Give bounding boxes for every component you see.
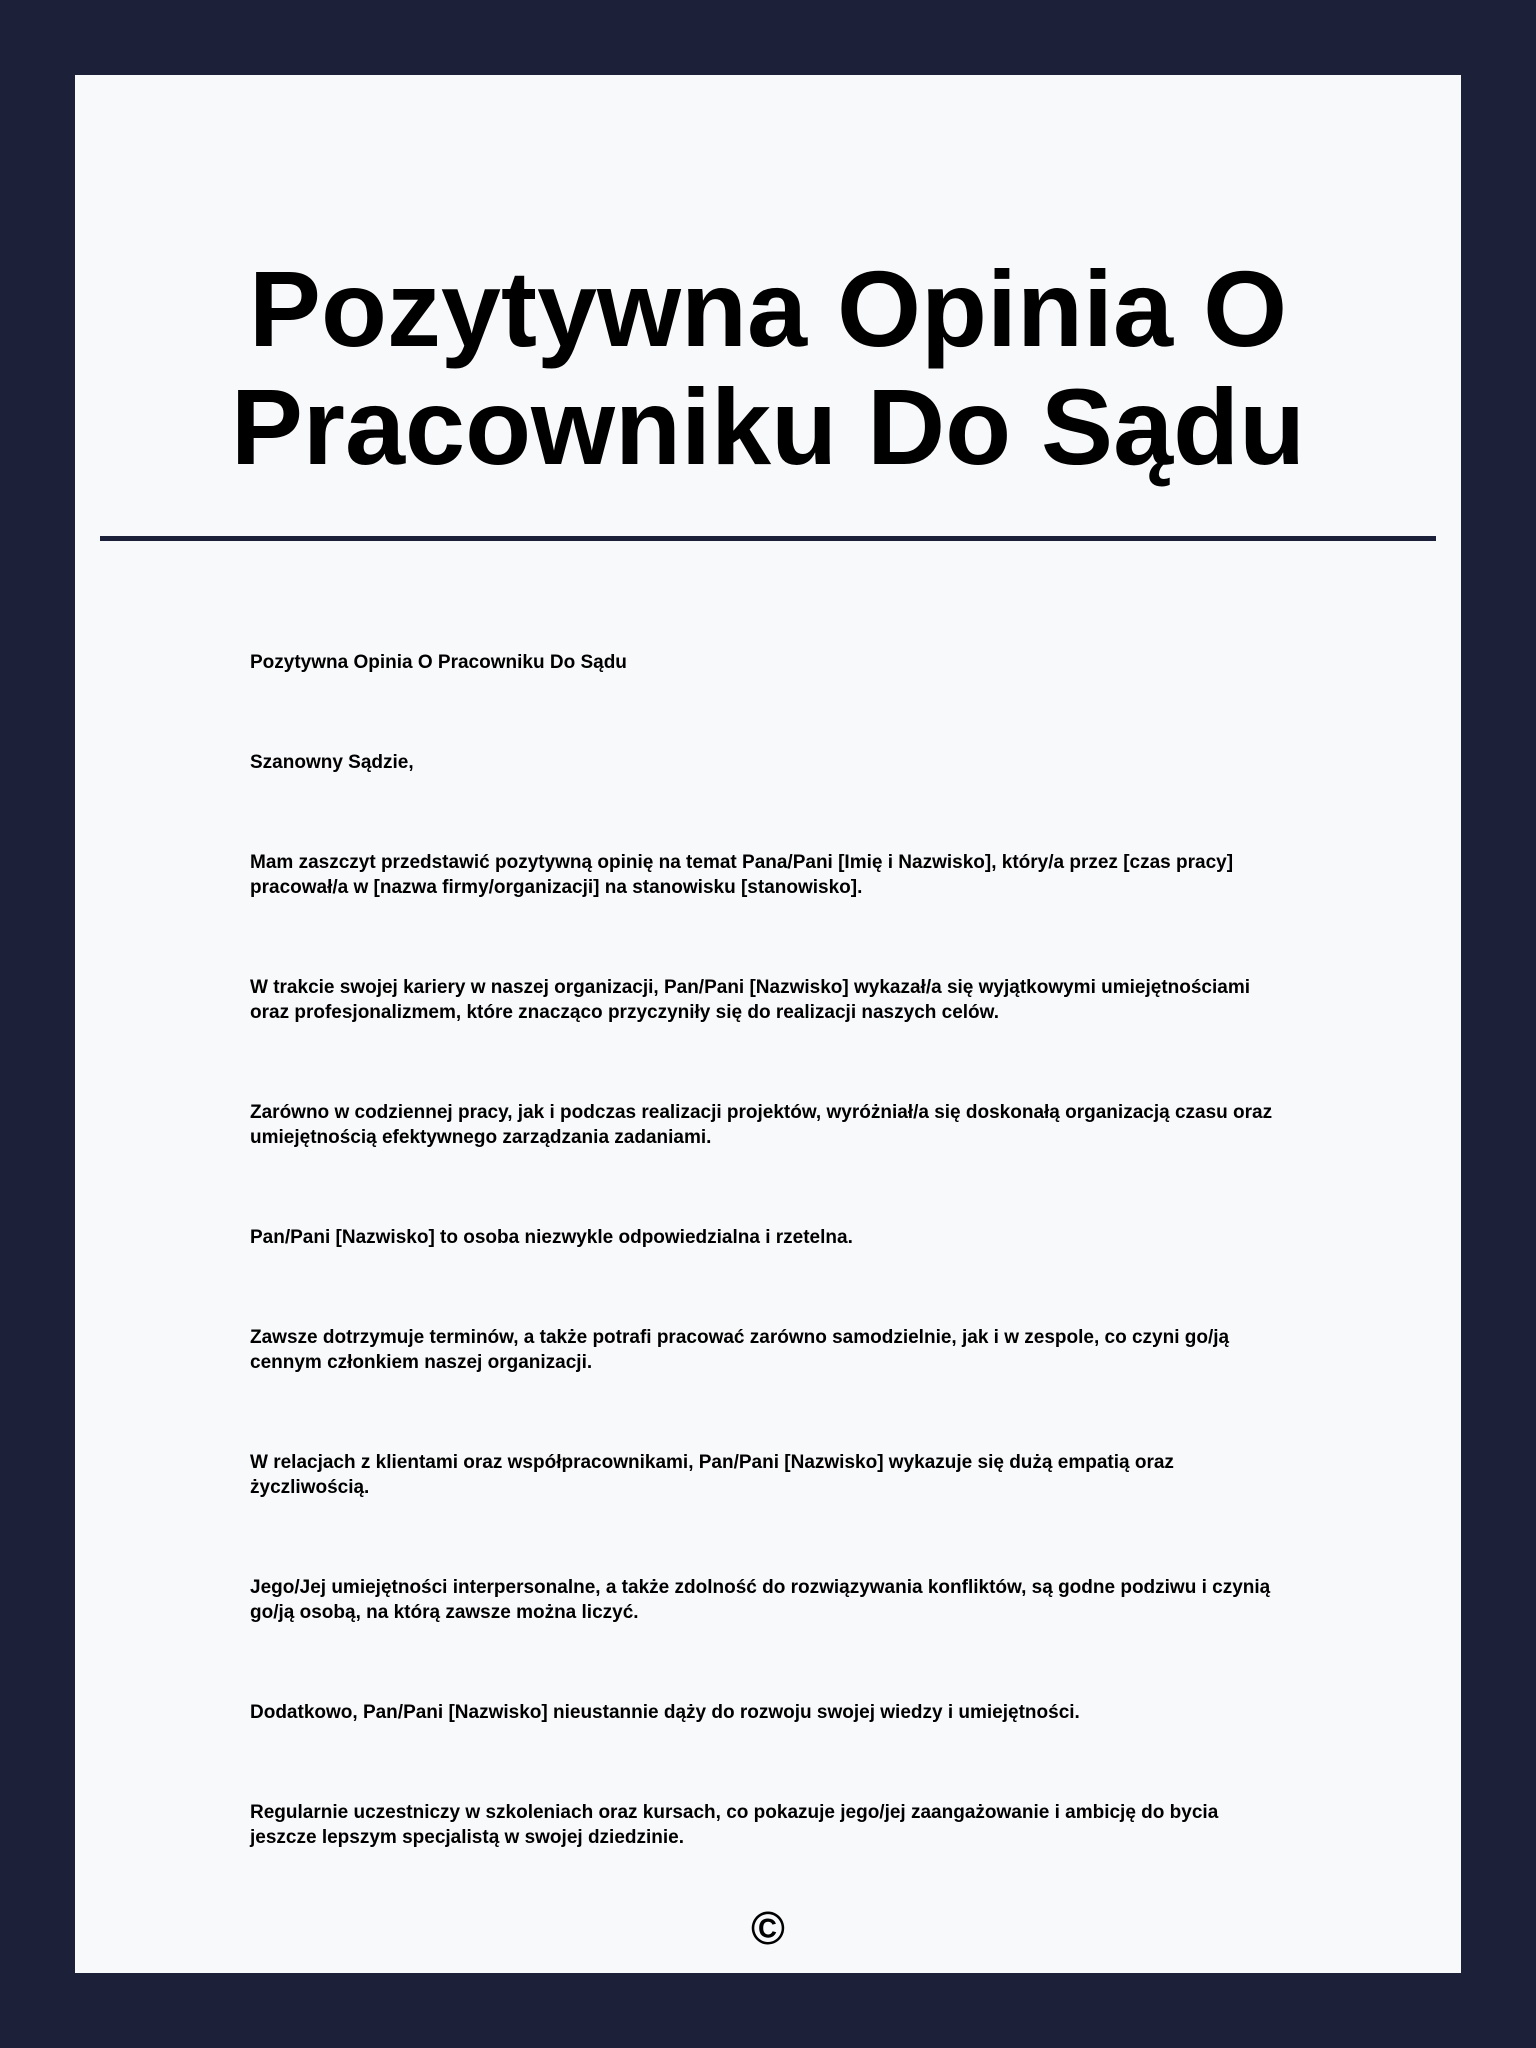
paragraph: Regularnie uczestniczy w szkoleniach oraz kursach, co pokazuje jego/jej zaangażowanie i ambicję do bycia jeszcze lepszym specjalistą w swojej dziedzinie. [250, 1802, 1219, 1848]
page-title: Pozytywna Opinia O Pracowniku Do Sądu [230, 248, 1306, 487]
paragraph: Dodatkowo, Pan/Pani [Nazwisko] nieustannie dąży do rozwoju swojej wiedzy i umiejętności. [250, 1702, 1080, 1723]
paragraph: Jego/Jej umiejętności interpersonalne, a także zdolność do rozwiązywania konfliktów, są godne podziwu i czynią go/ją osobą, na którą zawsze można liczyć. [250, 1577, 1271, 1623]
paragraph: Pan/Pani [Nazwisko] to osoba niezwykle odpowiedzialna i rzetelna. [250, 1227, 853, 1248]
paragraph: W relacjach z klientami oraz współpracownikami, Pan/Pani [Nazwisko] wykazuje się dużą empatią oraz życzliwością. [250, 1452, 1174, 1498]
salutation: Szanowny Sądzie, [250, 752, 414, 773]
document-body [250, 650, 1290, 1925]
document-heading: Pozytywna Opinia O Pracowniku Do Sądu [250, 652, 627, 673]
paragraph: Mam zaszczyt przedstawić pozytywną opinię na temat Pana/Pani [Imię i Nazwisko], który/a przez [czas pracy] pracował/a w [nazwa firmy/organizacji] na stanowisku [stanowisko]. [250, 852, 1234, 898]
paragraph: Zarówno w codziennej pracy, jak i podczas realizacji projektów, wyróżniał/a się doskonałą organizacją czasu oraz umiejętnością efektywnego zarządzania zadaniami. [250, 1102, 1273, 1148]
copyright-icon: © [751, 1902, 785, 1954]
title-divider [100, 536, 1436, 541]
document-page [75, 75, 1461, 1973]
paragraph: W trakcie swojej kariery w naszej organizacji, Pan/Pani [Nazwisko] wykazał/a się wyjątkowymi umiejętnościami oraz profesjonalizmem, które znacząco przyczyniły się do realizacji naszych celów. [250, 977, 1251, 1023]
paragraph: Zawsze dotrzymuje terminów, a także potrafi pracować zarówno samodzielnie, jak i w zespole, co czyni go/ją cennym członkiem naszej organizacji. [250, 1327, 1230, 1373]
